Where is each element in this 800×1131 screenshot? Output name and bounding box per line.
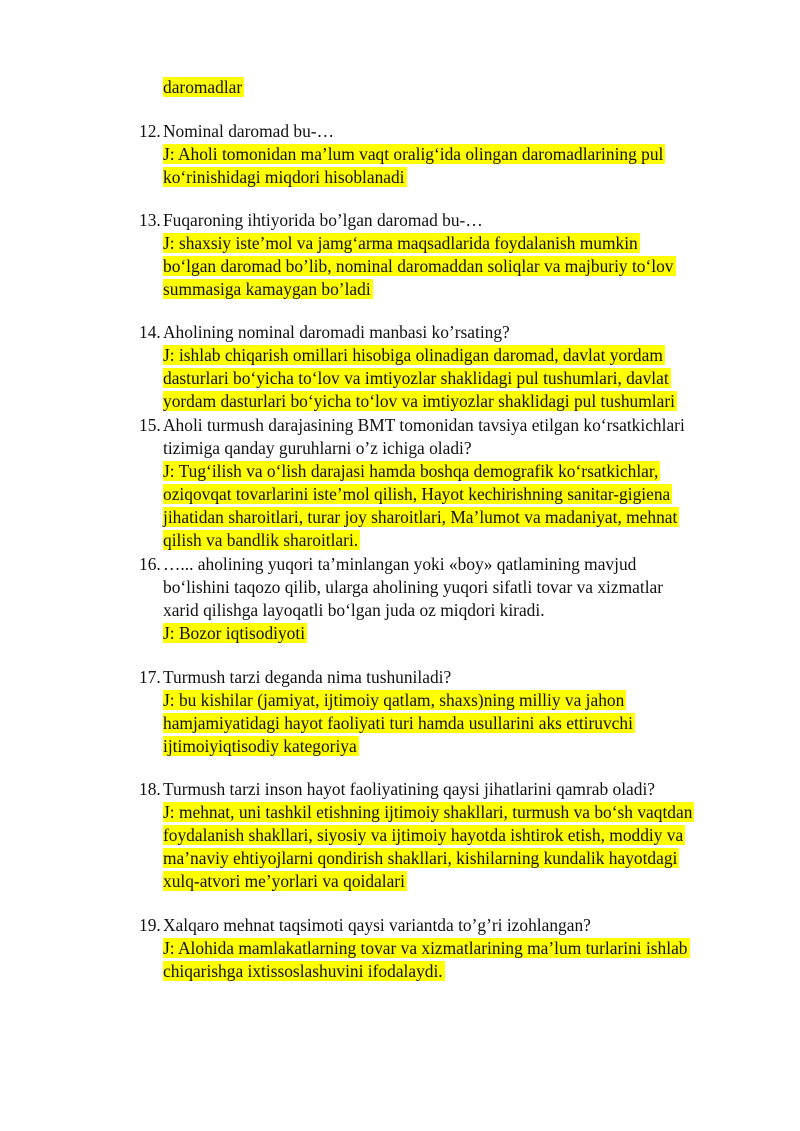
answer-highlight: ko‘rinishidagi miqdori hisoblanadi (163, 167, 405, 187)
answer-highlight: J: Alohida mamlakatlarning tovar va xizmatlarining ma’lum turlarini ishlab (163, 938, 688, 958)
answer-highlight: J: mehnat, uni tashkil etishning ijtimoiy shakllari, turmush va bo‘sh vaqtdan (163, 802, 693, 822)
question-text: bo‘lishini taqozo qilib, ularga aholining yuqori sifatli tovar va xizmatlar (163, 577, 664, 597)
answer-line (163, 960, 445, 983)
question-number: 17. (139, 667, 161, 687)
answer-line (163, 483, 672, 506)
answer-line (163, 344, 665, 367)
answer-highlight: chiqarishga ixtissoslashuvini ifodalaydi. (163, 961, 443, 981)
answer-line (163, 460, 660, 483)
answer-line (163, 735, 359, 758)
question-number: 13. (139, 210, 161, 230)
answer-highlight: ijtimoiyiqtisodiy kategoriya (163, 736, 357, 756)
answer-line (163, 143, 665, 166)
answer-highlight: summasiga kamaygan bo’ladi (163, 279, 371, 299)
intro-answer-line (163, 76, 244, 99)
question-text: Nominal daromad bu-… (163, 121, 334, 141)
question-text: …... aholining yuqori ta’minlangan yoki «boy» qatlamining mavjud (163, 554, 637, 574)
answer-line (163, 166, 407, 189)
answer-line (163, 937, 690, 960)
answer-highlight: bo‘lgan daromad bo’lib, nominal daromaddan soliqlar va majburiy to‘lov (163, 256, 674, 276)
answer-highlight: J: Bozor iqtisodiyoti (163, 623, 306, 643)
answer-highlight: J: ishlab chiqarish omillari hisobiga olinadigan daromad, davlat yordam (163, 345, 663, 365)
question-text: Aholi turmush darajasining BMT tomonidan tavsiya etilgan ko‘rsatkichlari (163, 415, 685, 435)
answer-highlight: ma’naviy ehtiyojlarni qondirish shakllari, kishilarning kundalik hayotdagi (163, 848, 678, 868)
answer-line (163, 232, 640, 255)
answer-line (163, 689, 626, 712)
answer-highlight: J: Aholi tomonidan ma’lum vaqt oralig‘ida olingan daromadlarining pul (163, 144, 664, 164)
question-number: 18. (139, 779, 161, 799)
question-text: Aholining nominal daromadi manbasi ko’rsating? (163, 322, 510, 342)
answer-highlight: J: bu kishilar (jamiyat, ijtimoiy qatlam, shaxs)ning milliy va jahon (163, 690, 625, 710)
answer-line (163, 278, 373, 301)
answer-line (163, 870, 407, 893)
question-text: Turmush tarzi deganda nima tushuniladi? (163, 667, 452, 687)
answer-line (163, 622, 307, 645)
question-number: 16. (139, 554, 161, 574)
answer-highlight: oziqovqat tovarlarini iste’mol qilish, Hayot kechirishning sanitar-gigiena (163, 484, 671, 504)
question-text: xarid qilishga layoqatli bo‘lgan juda oz miqdori kiradi. (163, 600, 545, 620)
answer-highlight: jihatidan sharoitlari, turar joy sharoitlari, Ma’lumot va madaniyat, mehnat (163, 507, 678, 527)
question-number: 19. (139, 915, 161, 935)
answer-highlight: foydalanish shakllari, siyosiy va ijtimoiy hayotda ishtirok etish, moddiy va (163, 825, 684, 845)
answer-line (163, 390, 677, 413)
answer-line (163, 255, 676, 278)
question-number: 15. (139, 415, 161, 435)
answer-highlight: yordam dasturlari bo‘yicha to‘lov va imtiyozlar shaklidagi pul tushumlari (163, 391, 675, 411)
answer-highlight: hamjamiyatidagi hayot faoliyati turi hamda usullarini aks ettiruvchi (163, 713, 633, 733)
question-text: Turmush tarzi inson hayot faoliyatining qaysi jihatlarini qamrab oladi? (163, 779, 655, 799)
answer-line (163, 367, 671, 390)
answer-highlight: daromadlar (163, 77, 243, 97)
question-text: tizimiga qanday guruhlarni o’z ichiga oladi? (163, 438, 472, 458)
answer-line (163, 824, 685, 847)
answer-line (163, 847, 679, 870)
answer-highlight: J: Tug‘ilish va o‘lish darajasi hamda boshqa demografik ko‘rsatkichlar, (163, 461, 659, 481)
answer-line (163, 529, 360, 552)
question-number: 14. (139, 322, 161, 342)
question-text: Xalqaro mehnat taqsimoti qaysi variantda to’g’ri izohlangan? (163, 915, 591, 935)
answer-highlight: J: shaxsiy iste’mol va jamg‘arma maqsadlarida foydalanish mumkin (163, 233, 638, 253)
answer-highlight: qilish va bandlik sharoitlari. (163, 530, 359, 550)
answer-line (163, 712, 635, 735)
question-text: Fuqaroning ihtiyorida bo’lgan daromad bu-… (163, 210, 483, 230)
answer-line (163, 801, 694, 824)
question-number: 12. (139, 121, 161, 141)
answer-highlight: dasturlari bo‘yicha to‘lov va imtiyozlar shaklidagi pul tushumlari, davlat (163, 368, 669, 388)
answer-line (163, 506, 679, 529)
answer-highlight: xulq-atvori me’yorlari va qoidalari (163, 871, 405, 891)
